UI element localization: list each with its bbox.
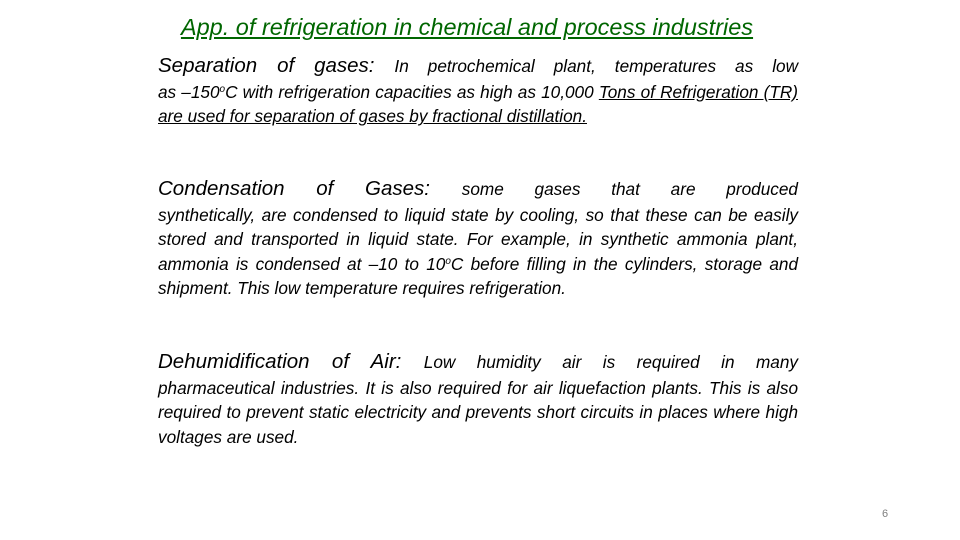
degree-symbol: o: [219, 84, 226, 95]
section-lead-text: Low humidity air is required in many: [423, 352, 798, 372]
body-text: C with refrigeration capacities as high as 10,000: [225, 82, 594, 102]
body-text: synthetically, are condensed to liquid state by cooling, so that these can be easily stored and transported in liquid state. For example, in synthetic ammonia plant, ammonia is condensed at –10 to 10: [158, 205, 798, 274]
section-body: [158, 203, 798, 301]
section-body: [158, 80, 798, 129]
section-dehumidification-of-air: [158, 348, 798, 449]
section-term: Condensation of Gases:: [158, 177, 430, 200]
slide-title: App. of refrigeration in chemical and process industries: [180, 14, 754, 40]
page-number: 6: [881, 508, 889, 520]
degree-symbol: o: [445, 255, 451, 267]
body-text: C before filling in the cylinders, storage and shipment. This low temperature requires refrigeration.: [158, 253, 798, 299]
section-condensation-of-gases: [158, 175, 798, 301]
section-separation-of-gases: [158, 52, 798, 129]
underlined-text: Tons of Refrigeration (TR) are used for separation of gases by fractional distillation.: [158, 82, 798, 127]
section-term: Dehumidification of Air:: [158, 350, 402, 373]
section-heading: [158, 175, 798, 203]
section-lead-text: In petrochemical plant, temperatures as low: [394, 56, 798, 76]
section-heading: [158, 52, 798, 80]
section-body: pharmaceutical industries. It is also required for air liquefaction plants. This is also required to prevent static electricity and prevents short circuits in places where high voltages are used.: [158, 378, 798, 447]
body-text: as –150: [158, 82, 220, 102]
section-term: Separation of gases:: [158, 54, 375, 77]
section-lead-text: some gases that are produced: [461, 179, 798, 199]
section-heading: [158, 348, 798, 376]
